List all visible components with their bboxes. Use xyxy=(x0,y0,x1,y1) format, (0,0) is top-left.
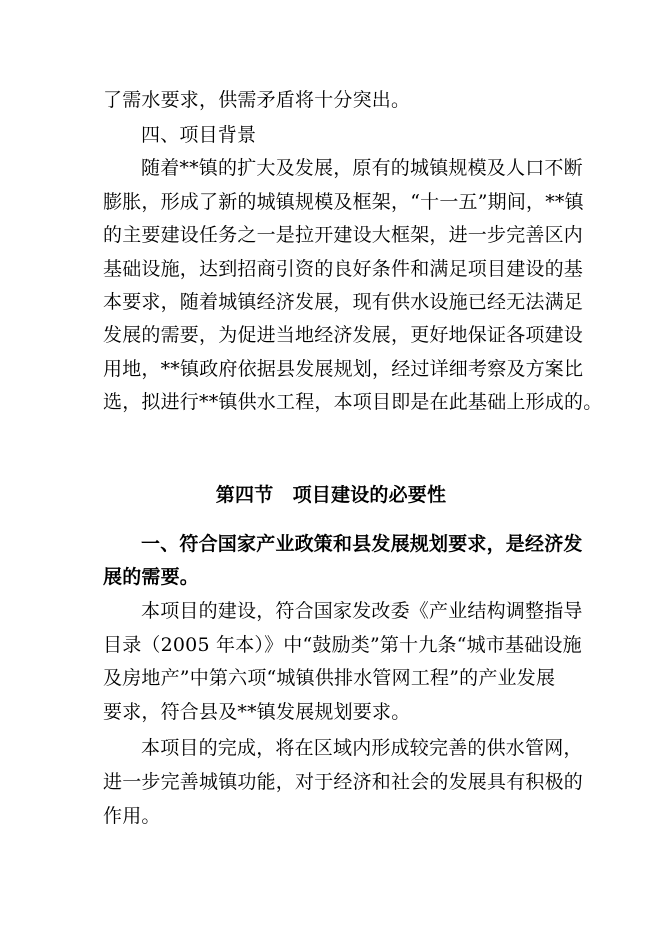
background-line: 基础设施，达到招商引资的良好条件和满足项目建设的基 xyxy=(103,258,584,280)
background-line: 随着**镇的扩大及发展，原有的城镇规模及人口不断 xyxy=(141,157,583,179)
background-line: 发展的需要，为促进当地经济发展，更好地保证各项建设 xyxy=(103,324,584,346)
background-line: 本要求，随着城镇经济发展，现有供水设施已经无法满足 xyxy=(103,291,584,313)
chapter-heading: 第四节 项目建设的必要性 xyxy=(215,484,447,506)
completion-line: 本项目的完成，将在区域内形成较完善的供水管网， xyxy=(141,737,583,759)
policy-line: 本项目的建设，符合国家发改委《产业结构调整指导 xyxy=(141,600,583,622)
background-line: 选，拟进行**镇供水工程，本项目即是在此基础上形成的。 xyxy=(103,391,603,413)
policy-line: 目录（2005 年本）》中“鼓励类”第十九条“城市基础设施 xyxy=(103,634,582,656)
completion-line: 作用。 xyxy=(103,805,161,827)
policy-line: 要求，符合县及**镇发展规划要求。 xyxy=(103,701,411,723)
subheading-line: 展的需要。 xyxy=(103,566,200,588)
completion-line: 进一步完善城镇功能，对于经济和社会的发展具有积极的 xyxy=(103,771,584,793)
subheading-line: 一、符合国家产业政策和县发展规划要求，是经济发 xyxy=(141,533,583,555)
policy-line: 及房地产”中第六项“城镇供排水管网工程”的产业发展 xyxy=(103,667,556,689)
background-line: 用地，**镇政府依据县发展规划，经过详细考察及方案比 xyxy=(103,358,584,380)
background-line: 的主要建设任务之一是拉开建设大框架，进一步完善区内 xyxy=(103,224,584,246)
intro-paragraph-end: 了需水要求，供需矛盾将十分突出。 xyxy=(103,89,411,111)
section-heading-project-background: 四、项目背景 xyxy=(141,124,257,146)
background-line: 膨胀，形成了新的城镇规模及框架，“十一五”期间，**镇 xyxy=(103,191,584,213)
